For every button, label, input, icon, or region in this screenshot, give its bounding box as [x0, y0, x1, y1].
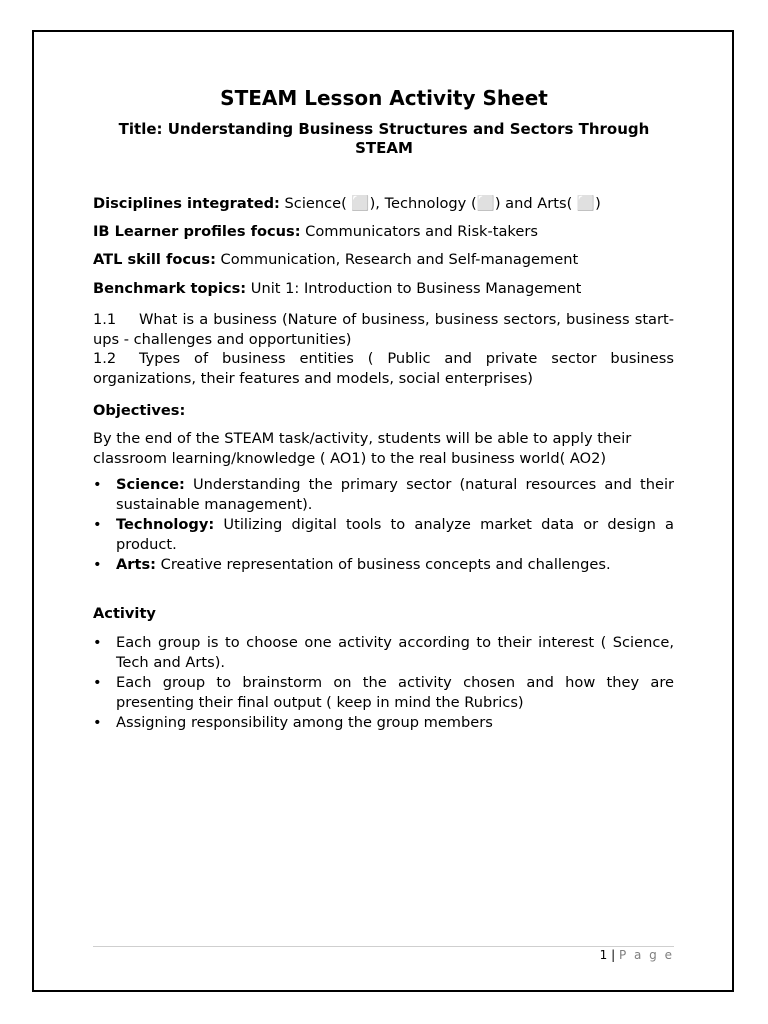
page-title: STEAM Lesson Activity Sheet — [220, 86, 548, 110]
objective-label: Technology: — [116, 516, 215, 533]
bullet-icon: • — [93, 476, 102, 493]
objective-text: Creative representation of business concepts and challenges. — [156, 556, 611, 573]
footer-separator: | — [611, 948, 616, 962]
profiles-value: Communicators and Risk-takers — [300, 223, 538, 240]
profiles-line — [93, 222, 683, 242]
benchmark-label: Benchmark topics: — [93, 280, 247, 297]
topic-number: 1.2 — [93, 350, 117, 367]
activity-text: Assigning responsibility among the group members — [116, 714, 493, 731]
bullet-icon: • — [93, 556, 102, 573]
disciplines-value: Science( ⬜), Technology (⬜) and Arts( ⬜) — [279, 195, 601, 212]
profiles-label: IB Learner profiles focus: — [93, 223, 301, 240]
activity-list — [93, 633, 674, 733]
activity-heading: Activity — [93, 605, 156, 622]
atl-value: Communication, Research and Self-management — [215, 251, 579, 268]
footer-divider — [93, 946, 674, 947]
objective-label: Arts: — [116, 556, 156, 573]
disciplines-label: Disciplines integrated: — [93, 195, 280, 212]
objective-label: Science: — [116, 476, 185, 493]
topic-text: Types of business entities ( Public and private sector business organizations, their features and models, social enterprises) — [93, 350, 674, 387]
page-word: P a g e — [618, 948, 674, 962]
list-item — [93, 713, 674, 733]
objective-text: Understanding the primary sector (natural resources and their sustainable management). — [116, 476, 674, 513]
activity-text: Each group to brainstorm on the activity chosen and how they are presenting their final output ( keep in mind the Rubrics) — [116, 674, 674, 711]
list-item — [93, 515, 674, 555]
bullet-icon: • — [93, 674, 102, 691]
objective-text: Utilizing digital tools to analyze market data or design a product. — [116, 516, 674, 553]
benchmark-line — [93, 279, 683, 299]
page-number: 1 — [599, 948, 608, 962]
topic-item — [93, 310, 674, 350]
list-item — [93, 555, 674, 575]
topic-number: 1.1 — [93, 311, 117, 328]
list-item — [93, 673, 674, 713]
list-item — [93, 475, 674, 515]
page-footer — [600, 948, 674, 962]
topic-item — [93, 349, 674, 389]
atl-label: ATL skill focus: — [93, 251, 216, 268]
objectives-heading: Objectives: — [93, 402, 186, 419]
benchmark-value: Unit 1: Introduction to Business Management — [246, 280, 582, 297]
atl-line — [93, 250, 683, 270]
topic-text: What is a business (Nature of business, business sectors, business start-ups - challenges and opportunities) — [93, 311, 674, 348]
bullet-icon: • — [93, 714, 102, 731]
activity-text: Each group is to choose one activity according to their interest ( Science, Tech and Arts). — [116, 634, 674, 671]
bullet-icon: • — [93, 516, 102, 533]
disciplines-line — [93, 194, 683, 214]
list-item — [93, 633, 674, 673]
objectives-list — [93, 475, 674, 575]
bullet-icon: • — [93, 634, 102, 651]
objectives-intro: By the end of the STEAM task/activity, students will be able to apply their classroom learning/knowledge ( AO1) to the real business world( AO2) — [93, 430, 632, 467]
document-subtitle: Title: Understanding Business Structures and Sectors Through STEAM — [118, 120, 650, 157]
